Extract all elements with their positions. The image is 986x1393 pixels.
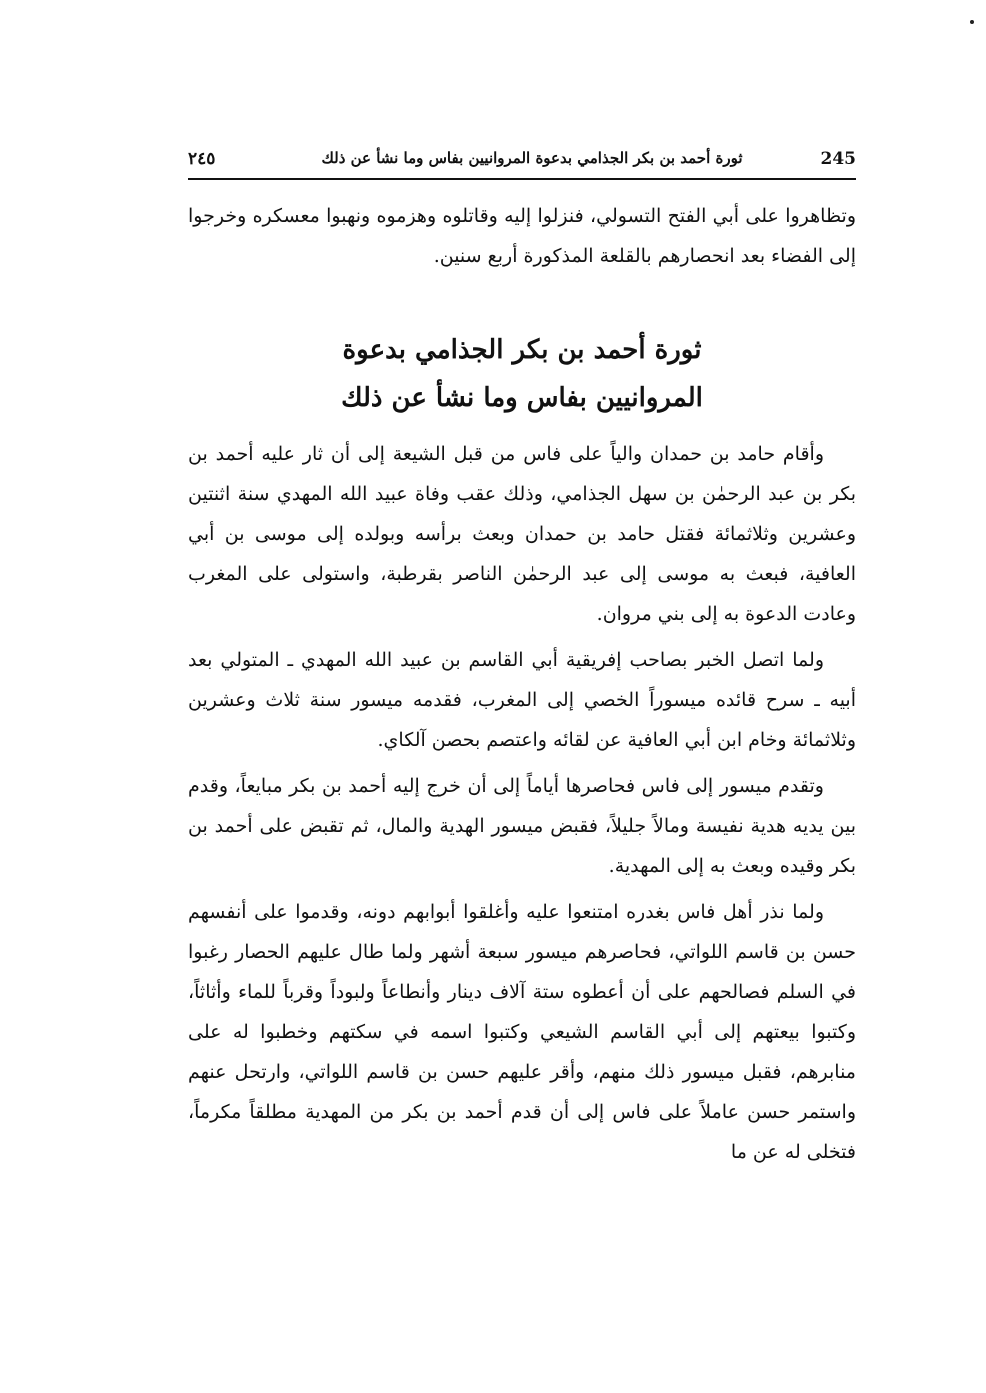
main-text <box>188 434 856 1172</box>
paragraph-1: وأقام حامد بن حمدان والياً على فاس من قبل الشيعة إلى أن ثار عليه أحمد بن بكر بن عبد الرحمٰن بن سهل الجذامي، وذلك عقب وفاة عبيد الله المهدي سنة اثنتين وعشرين وثلاثمائة فقتل حامد بن حمدان وبعث برأسه وبولده إلى موسى بن أبي العافية، فبعث به موسى إلى عبد الرحمٰن الناصر بقرطبة، واستولى على المغرب وعادت الدعوة به إلى بني مروان. <box>188 443 856 625</box>
scan-speck <box>970 20 974 24</box>
paragraph-3: وتقدم ميسور إلى فاس فحاصرها أياماً إلى أن خرج إليه أحمد بن بكر مبايعاً، وقدم بين يديه هدية نفيسة ومالاً جليلاً، فقبض ميسور الهدية والمال، ثم تقبض على أحمد بن بكر وقيده وبعث به إلى المهدية. <box>188 775 856 877</box>
page-number-arabic: ٢٤٥ <box>188 149 216 169</box>
paragraph-4: ولما نذر أهل فاس بغدره امتنعوا عليه وأغلقوا أبوابهم دونه، وقدموا على أنفسهم حسن بن قاسم اللواتي، فحاصرهم ميسور سبعة أشهر ولما طال عليهم الحصار رغبوا في السلم فصالحهم على أن أعطوه ستة آلاف دينار وأنطاعاً ولبوداً وقرباً للماء وأثاثاً، وكتبوا بيعتهم إلى أبي القاسم الشيعي وكتبوا اسمه في سكتهم وخطبوا له على منابرهم، فقبل ميسور ذلك منهم، وأقر عليهم حسن بن قاسم اللواتي، وارتحل عنهم واستمر حسن عاملاً على فاس إلى أن قدم أحمد بن بكر من المهدية مطلقاً مكرماً، فتخلى له عن ما <box>188 901 856 1163</box>
page-number-latin: 245 <box>820 149 856 169</box>
section-heading <box>188 326 856 422</box>
intro-paragraph: وتظاهروا على أبي الفتح التسولي، فنزلوا إليه وقاتلوه وهزموه ونهبوا معسكره وخرجوا إلى الفضاء بعد انحصارهم بالقلعة المذكورة أربع سنين. <box>188 205 856 267</box>
header-rule <box>188 178 856 180</box>
section-heading-line-2: المروانيين بفاس وما نشأ عن ذلك <box>341 383 703 413</box>
section-heading-line-1: ثورة أحمد بن بكر الجذامي بدعوة <box>342 335 702 365</box>
paragraph-2: ولما اتصل الخبر بصاحب إفريقية أبي القاسم بن عبيد الله المهدي ـ المتولي بعد أبيه ـ سرح قائده ميسوراً الخصي إلى المغرب، فقدمه ميسور سنة ثلاث وعشرين وثلاثمائة وخام ابن أبي العافية عن لقائه واعتصم بحصن آلكاي. <box>188 649 856 751</box>
intro-block <box>188 196 856 276</box>
running-title: ثورة أحمد بن بكر الجذامي بدعوة المروانيين بفاس وما نشأ عن ذلك <box>321 149 743 167</box>
running-header <box>188 146 856 176</box>
